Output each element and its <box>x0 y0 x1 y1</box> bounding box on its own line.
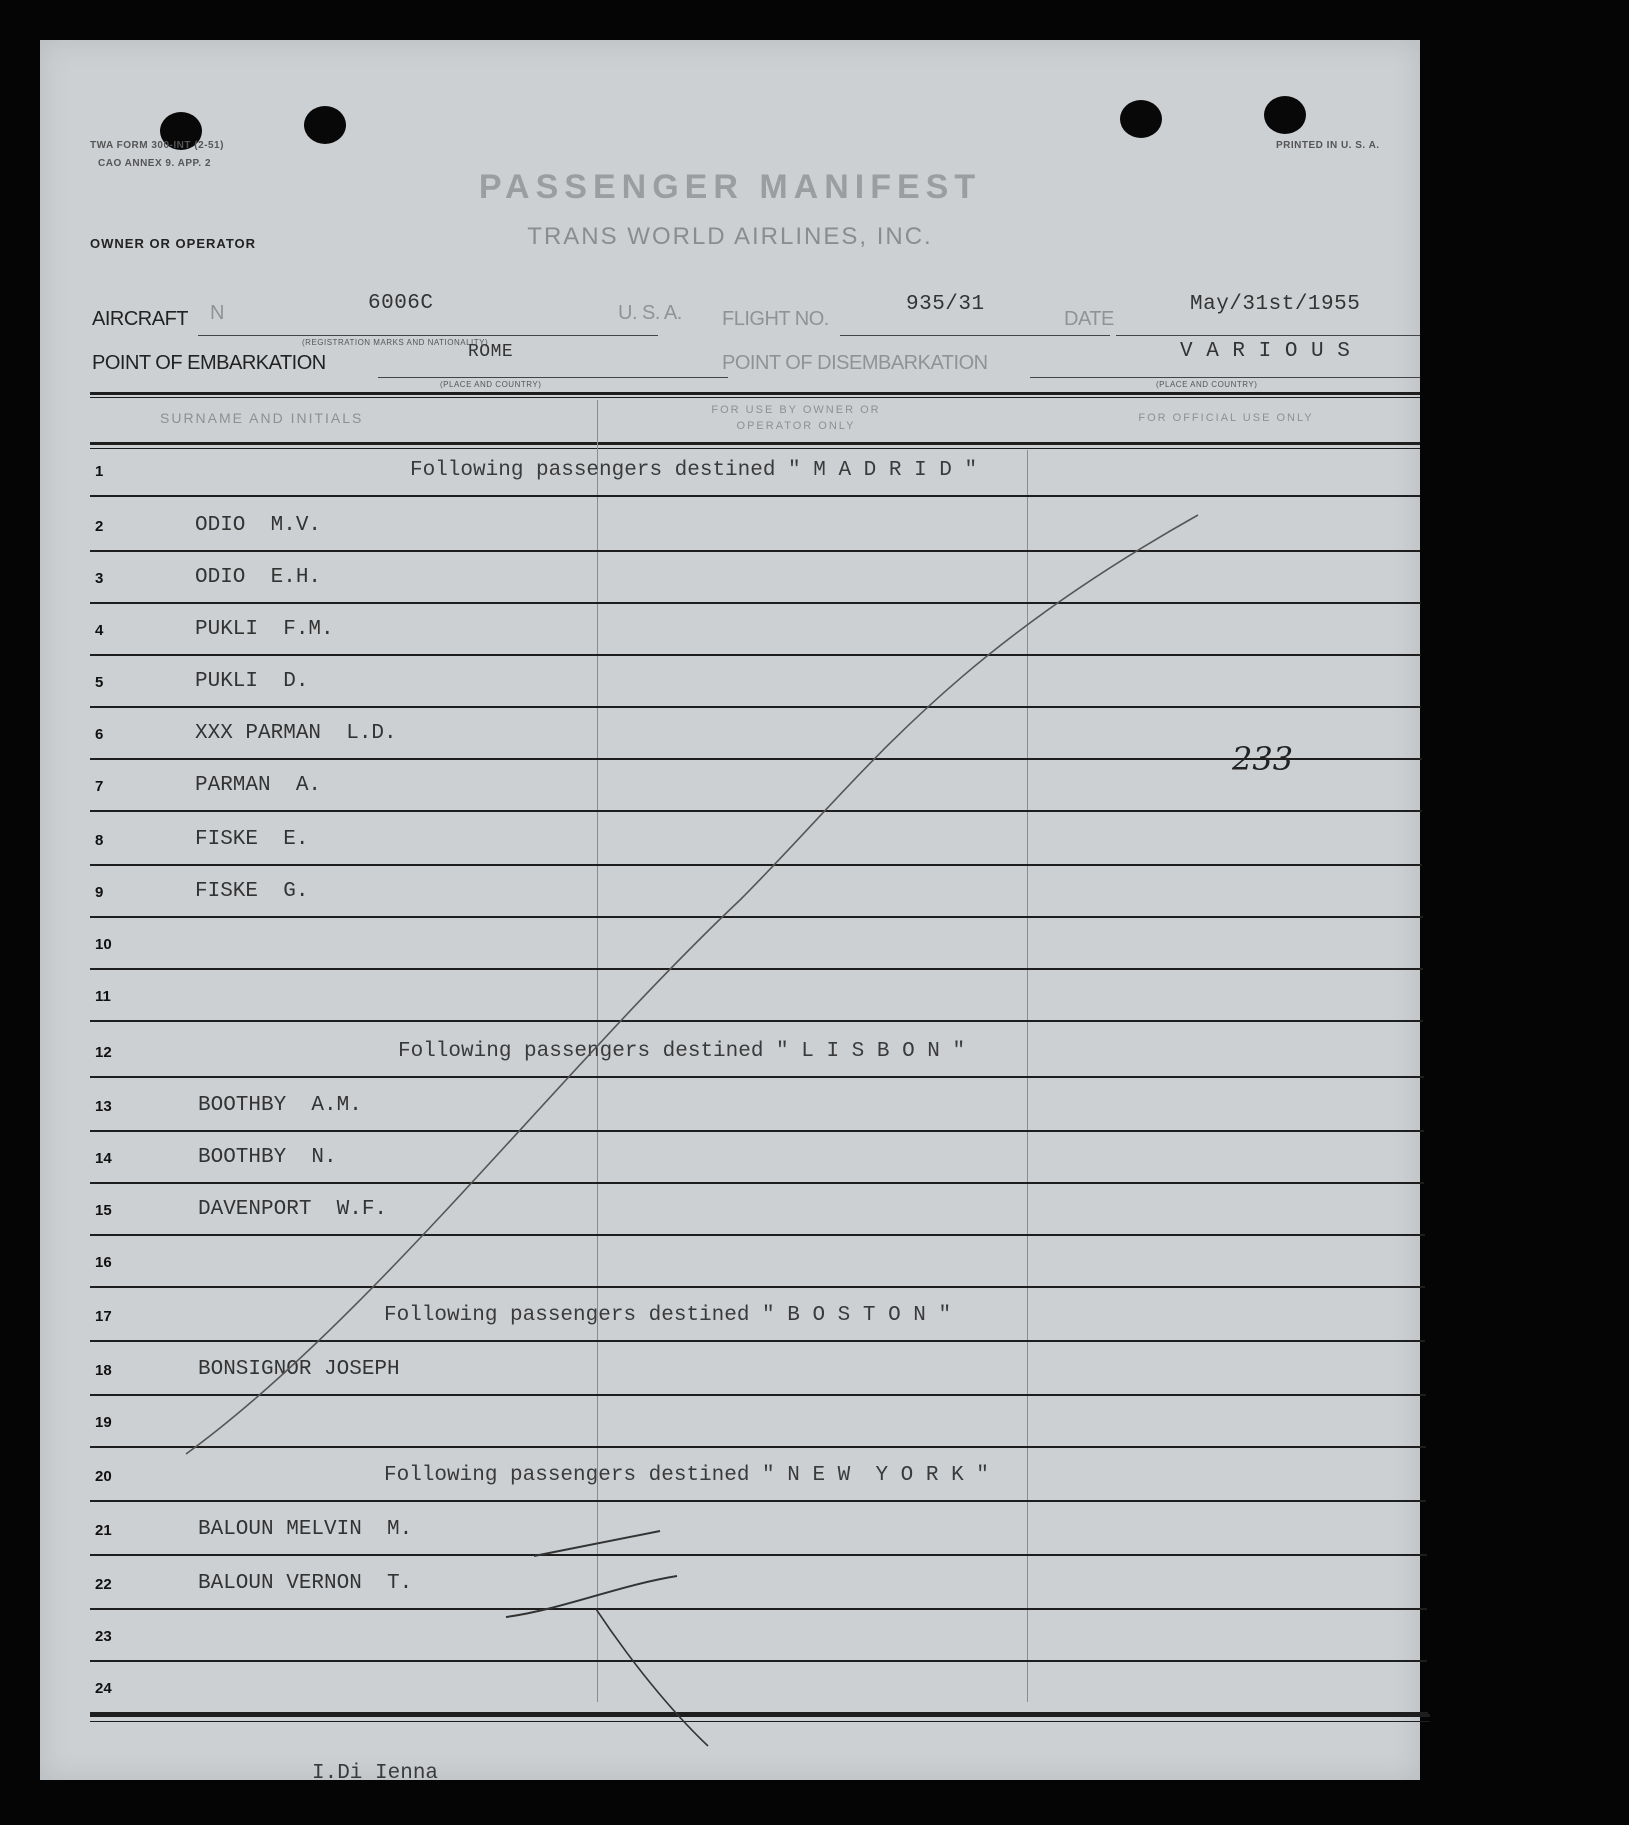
row-rule <box>90 495 1420 497</box>
passenger-name: FISKE G. <box>195 880 309 903</box>
header-rule-top <box>90 392 1420 395</box>
passenger-name: ODIO M.V. <box>195 514 322 537</box>
row-number: 11 <box>95 988 111 1005</box>
row-number: 1 <box>95 463 104 480</box>
punch-hole <box>1264 96 1306 134</box>
form-id: TWA FORM 300-INT (2-51) <box>90 140 224 151</box>
row-number: 24 <box>95 1680 112 1697</box>
row-rule <box>90 1182 1424 1184</box>
strike-mark-22 <box>506 1576 677 1617</box>
header-rule-bottom-2 <box>90 448 1420 449</box>
form-annex: CAO ANNEX 9. APP. 2 <box>98 158 212 169</box>
airline-name: TRANS WORLD AIRLINES, INC. <box>527 223 933 250</box>
flight-value: 935/31 <box>906 293 985 316</box>
aircraft-label: AIRCRAFT <box>92 308 188 330</box>
row-rule <box>90 1554 1427 1556</box>
row-number: 15 <box>95 1202 112 1219</box>
passenger-name: BALOUN MELVIN M. <box>198 1518 413 1541</box>
date-value: May/31st/1955 <box>1190 293 1361 316</box>
row-number: 13 <box>95 1098 112 1115</box>
date-underline <box>1116 335 1420 336</box>
embarkation-label: POINT OF EMBARKATION <box>92 352 326 374</box>
aircraft-value: 6006C <box>368 292 434 315</box>
strike-tail <box>596 1609 708 1746</box>
header-rule-bottom <box>90 442 1420 445</box>
destination-note: Following passengers destined " B O S T O N " <box>384 1304 952 1327</box>
row-rule <box>90 1446 1426 1448</box>
row-number: 9 <box>95 884 104 901</box>
registration-caption: (REGISTRATION MARKS AND NATIONALITY) <box>302 338 489 347</box>
flight-underline <box>840 335 1110 336</box>
passenger-name: BONSIGNOR JOSEPH <box>198 1358 400 1381</box>
row-number: 20 <box>95 1468 112 1485</box>
row-rule <box>90 1394 1426 1396</box>
passenger-name: DAVENPORT W.F. <box>198 1198 388 1221</box>
annotation-number: 233 <box>1232 740 1294 778</box>
row-rule <box>90 758 1422 760</box>
row-rule <box>90 602 1421 604</box>
row-number: 10 <box>95 936 112 953</box>
punch-hole <box>1120 100 1162 138</box>
row-number: 23 <box>95 1628 112 1645</box>
row-number: 14 <box>95 1150 112 1167</box>
header-rule-top-2 <box>90 397 1420 398</box>
embark-caption: (PLACE AND COUNTRY) <box>440 380 542 389</box>
row-number: 2 <box>95 518 104 535</box>
passenger-name: XXX PARMAN L.D. <box>195 722 397 745</box>
row-rule <box>90 968 1423 970</box>
passenger-name: PUKLI F.M. <box>195 618 334 641</box>
page-title: PASSENGER MANIFEST <box>478 168 982 206</box>
punch-hole <box>304 106 346 144</box>
disembarkation-value: V A R I O U S <box>1180 340 1351 363</box>
row-number: 17 <box>95 1308 112 1325</box>
row-number: 8 <box>95 832 104 849</box>
passenger-name: BALOUN VERNON T. <box>198 1572 413 1595</box>
row-rule <box>90 706 1421 708</box>
table-bottom-rule-2 <box>90 1721 1430 1722</box>
destination-note: Following passengers destined " M A D R I D " <box>410 459 978 482</box>
row-rule <box>90 864 1422 866</box>
row-rule <box>90 916 1423 918</box>
row-rule <box>90 1660 1427 1662</box>
aircraft-prefix: N <box>210 302 224 324</box>
disembark-underline <box>1030 377 1420 378</box>
manifest-page <box>40 40 1420 1785</box>
passenger-name: PUKLI D. <box>195 670 309 693</box>
row-number: 21 <box>95 1522 112 1539</box>
row-rule <box>90 1340 1425 1342</box>
row-rule <box>90 550 1420 552</box>
passenger-name: ODIO E.H. <box>195 566 322 589</box>
row-rule <box>90 654 1421 656</box>
col-surname-header: SURNAME AND INITIALS <box>160 410 364 426</box>
row-number: 6 <box>95 726 104 743</box>
row-number: 3 <box>95 570 104 587</box>
row-number: 4 <box>95 622 104 639</box>
passenger-name: BOOTHBY A.M. <box>198 1094 362 1117</box>
row-rule <box>90 1076 1424 1078</box>
row-number: 16 <box>95 1254 112 1271</box>
row-number: 12 <box>95 1044 112 1061</box>
row-rule <box>90 1020 1423 1022</box>
row-rule <box>90 1500 1426 1502</box>
destination-note: Following passengers destined " N E W Y O R K " <box>384 1464 989 1487</box>
row-rule <box>90 1234 1425 1236</box>
row-number: 19 <box>95 1414 112 1431</box>
table-bottom-rule <box>90 1714 1430 1717</box>
flight-label: FLIGHT NO. <box>722 308 829 330</box>
passenger-name: FISKE E. <box>195 828 309 851</box>
country-label: U. S. A. <box>618 302 682 324</box>
row-rule <box>90 1130 1424 1132</box>
disembark-caption: (PLACE AND COUNTRY) <box>1156 380 1258 389</box>
col-owner-header: FOR USE BY OWNER OR OPERATOR ONLY <box>711 404 881 432</box>
date-label: DATE <box>1064 308 1114 330</box>
aircraft-underline <box>198 335 658 336</box>
owner-label: OWNER OR OPERATOR <box>90 236 257 251</box>
passenger-name: BOOTHBY N. <box>198 1146 337 1169</box>
row-number: 5 <box>95 674 104 691</box>
row-number: 22 <box>95 1576 112 1593</box>
footer-signature: I.Di Ienna <box>312 1762 439 1785</box>
row-rule <box>90 810 1422 812</box>
col-official-header: FOR OFFICIAL USE ONLY <box>1138 412 1314 424</box>
destination-note: Following passengers destined " L I S B O N " <box>398 1040 966 1063</box>
row-rule <box>90 1286 1425 1288</box>
row-number: 18 <box>95 1362 112 1379</box>
disembarkation-label: POINT OF DISEMBARKATION <box>722 352 988 374</box>
embarkation-value: ROME <box>468 342 514 362</box>
embark-underline <box>378 377 728 378</box>
row-number: 7 <box>95 778 104 795</box>
printed-notice: PRINTED IN U. S. A. <box>1276 140 1380 151</box>
passenger-name: PARMAN A. <box>195 774 322 797</box>
row-rule <box>90 1608 1427 1610</box>
